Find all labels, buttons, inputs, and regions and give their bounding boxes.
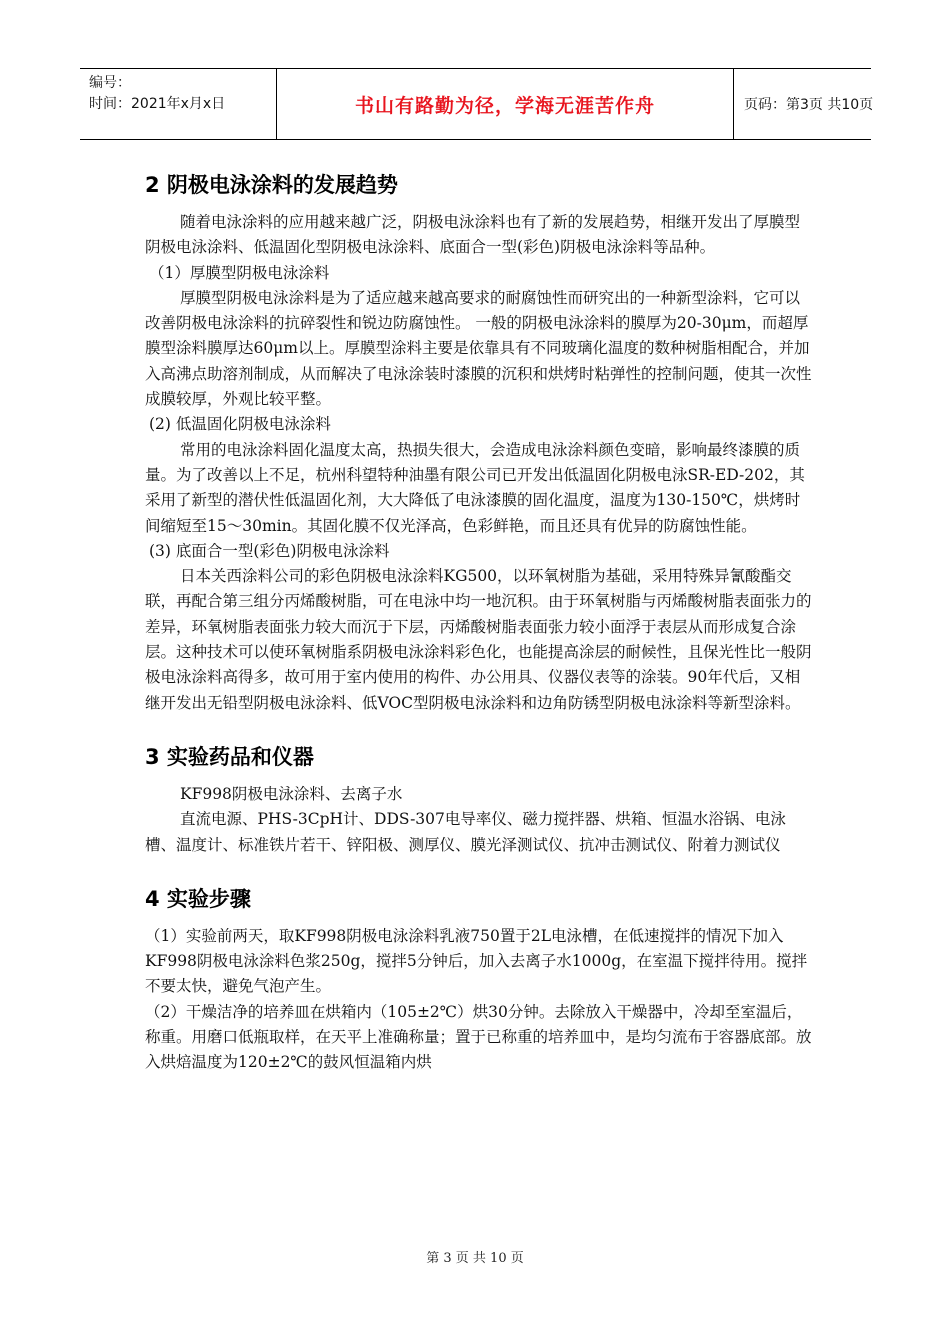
paragraph: 厚膜型阴极电泳涂料是为了适应越来越高要求的耐腐蚀性而研究出的一种新型涂料，它可以改善阴极电泳涂料的抗碎裂性和锐边防腐蚀性。 一般的阴极电泳涂料的膜厚为20-30μm，而超厚膜型涂料膜厚达60μm以上。厚膜型涂料主要是依靠具有不同玻璃化温度的数种树脂相配合，并加入高沸点助溶剂制成，从而解决了电泳涂装时漆膜的沉积和烘烤时粘弹性的控制问题，使其一次性成膜较厚，外观比较平整。 — [145, 288, 812, 409]
paragraph: KF998阴极电泳涂料、去离子水 — [180, 784, 403, 803]
document-body — [145, 168, 815, 1076]
paragraph: 常用的电泳涂料固化温度太高，热损失很大，会造成电泳涂料颜色变暗，影响最终漆膜的质量。为了改善以上不足，杭州科望特种油墨有限公司已开发出低温固化阴极电泳SR-ED-202，其采用了新型的潜伏性低温固化剂，大大降低了电泳漆膜的固化温度，温度为130-150℃，烘烤时间缩短至15～30min。其固化膜不仅光泽高，色彩鲜艳，而且还具有优异的防腐蚀性能。 — [145, 440, 805, 535]
section-heading: 2 阴极电泳涂料的发展趋势 — [145, 173, 398, 197]
header-date: 时间：2021年x月x日 — [89, 96, 226, 112]
paragraph: （2）干燥洁净的培养皿在烘箱内（105±2℃）烘30分钟。去除放入干燥器中，冷却至室温后，称重。用磨口低瓶取样，在天平上准确称量；置于已称重的培养皿中，是均匀流布于容器底部。放入烘焙温度为120±2℃的鼓风恒温箱内烘 — [145, 1002, 812, 1072]
page-header — [80, 68, 874, 140]
header-motto: 书山有路勤为径，学海无涯苦作舟 — [277, 69, 734, 139]
header-number: 编号： — [89, 75, 131, 91]
paragraph: 日本关西涂料公司的彩色阴极电泳涂料KG500，以环氧树脂为基础，采用特殊异氰酸酯交联，再配合第三组分丙烯酸树脂，可在电泳中均一地沉积。由于环氧树脂与丙烯酸树脂表面张力的差异，环氧树脂表面张力较大而沉于下层，丙烯酸树脂表面张力较小面浮于表层从而形成复合涂层。这种技术可以使环氧树脂系阴极电泳涂料彩色化，也能提高涂层的耐候性，且保光性比一般阴极电泳涂料高得多，故可用于室内使用的构件、办公用具、仪器仪表等的涂装。90年代后，又相继开发出无铅型阴极电泳涂料、低VOC型阴极电泳涂料和边角防锈型阴极电泳涂料等新型涂料。 — [145, 567, 812, 712]
paragraph: 直流电源、PHS-3CpH计、DDS-307电导率仪、磁力搅拌器、烘箱、恒温水浴锅、电泳槽、温度计、标准铁片若干、锌阳极、测厚仪、膜光泽测试仪、抗冲击测试仪、附着力测试仪 — [145, 810, 786, 854]
header-meta — [80, 69, 277, 139]
paragraph: （1）实验前两天，取KF998阴极电泳涂料乳液750置于2L电泳槽，在低速搅拌的情况下加入KF998阴极电泳涂料色浆250g，搅拌5分钟后，加入去离子水1000g，在室温下搅拌待用。搅拌不要太快，避免气泡产生。 — [145, 926, 808, 996]
paragraph: 随着电泳涂料的应用越来越广泛，阴极电泳涂料也有了新的发展趋势，相继开发出了厚膜型阴极电泳涂料、低温固化型阴极电泳涂料、底面合一型(彩色)阴极电泳涂料等品种。 — [145, 213, 801, 257]
section-heading: 4 实验步骤 — [145, 886, 251, 911]
section-heading: 3 实验药品和仪器 — [145, 744, 314, 769]
subheading: (3) 底面合一型(彩色)阴极电泳涂料 — [149, 541, 390, 560]
subheading: （1）厚膜型阴极电泳涂料 — [149, 263, 330, 282]
header-page-number: 页码：第3页 共10页 — [744, 97, 874, 113]
page-footer: 第 3 页 共 10 页 — [426, 1251, 524, 1266]
subheading: (2) 低温固化阴极电泳涂料 — [149, 415, 331, 434]
